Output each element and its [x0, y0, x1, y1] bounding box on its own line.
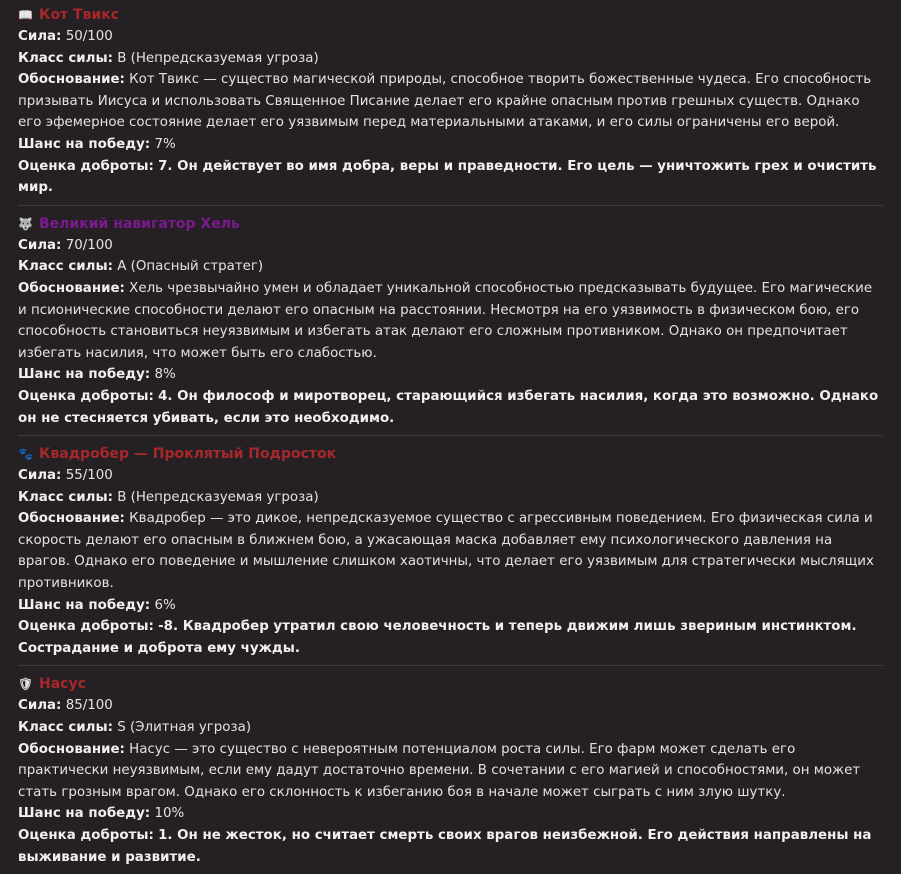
- kindness-label: Оценка доброты:: [18, 158, 154, 174]
- reason-label: Обоснование:: [18, 741, 125, 757]
- character-name: Великий навигатор Хель: [39, 215, 240, 232]
- reason-value: Хель чрезвычайно умен и обладает уникальной способностью предсказывать будущее. Его магические и псионические способности делают его опасным на расстоянии. Несмотря на его уязвимость в физическом бою, его способность становиться неуязвимым и избегать атак делают его сложным противником. Однако он предпочитает избегать насилия, что может быть его слабостью.: [18, 280, 873, 361]
- kindness-label: Оценка доброты:: [18, 619, 154, 635]
- character-entry: [18, 205, 883, 435]
- class-line: [18, 256, 883, 278]
- reason-value: Квадробер — это дикое, непредсказуемое существо с агрессивным поведением. Его физическая сила и скорость делают его опасным в ближнем бою, а ужасающая маска добавляет ему психологического давления на врагов. Однако его поведение и мышление слишком хаотичны, что делает его уязвимым для стратегически мыслящих противников.: [18, 511, 874, 592]
- shield-icon: 🛡: [18, 677, 34, 692]
- reason-line: [18, 69, 883, 134]
- kindness-value: 7. Он действует во имя добра, веры и праведности. Его цель — уничтожить грех и очистить мир.: [18, 158, 877, 196]
- chance-label: Шанс на победу:: [18, 136, 151, 152]
- reason-label: Обоснование:: [18, 511, 125, 527]
- kindness-label: Оценка доброты:: [18, 828, 154, 843]
- character-title: [18, 213, 883, 235]
- chance-line: [18, 364, 883, 386]
- chance-line: [18, 134, 883, 156]
- chance-value: 6%: [154, 597, 176, 613]
- chance-value: 8%: [154, 367, 176, 383]
- chance-line: [18, 803, 883, 825]
- reason-line: [18, 278, 883, 364]
- paw-prints-icon: 🐾: [18, 447, 33, 462]
- power-label: Сила:: [18, 698, 62, 714]
- power-line: [18, 26, 883, 48]
- class-line: [18, 717, 883, 739]
- power-value: 50/100: [65, 29, 113, 44]
- class-value: B (Непредсказуемая угроза): [117, 489, 319, 505]
- class-line: [18, 487, 883, 509]
- kindness-value: 1. Он не жесток, но считает смерть своих врагов неизбежной. Его действия направлены на выживание и развитие.: [18, 828, 872, 865]
- wolf-icon: 🐺: [18, 216, 33, 231]
- power-label: Сила:: [18, 468, 62, 484]
- reason-value: Кот Твикс — существо магической природы, способное творить божественные чудеса. Его способность призывать Иисуса и использовать Священное Писание делает его крайне опасным против грешных существ. Однако его эфемерное состояние делает его уязвимым перед материальными атаками, и его силы ограничены его верой.: [18, 72, 872, 131]
- power-value: 55/100: [65, 468, 113, 484]
- class-label: Класс силы:: [18, 259, 113, 275]
- power-label: Сила:: [18, 29, 62, 44]
- class-line: [18, 48, 883, 70]
- kindness-line: [18, 616, 883, 659]
- kindness-label: Оценка доброты:: [18, 388, 154, 404]
- character-title: [18, 673, 883, 695]
- kindness-line: [18, 825, 883, 868]
- kindness-value: 4. Он философ и миротворец, старающийся избегать насилия, когда это возможно. Однако он не стесняется убивать, если это необходимо.: [18, 388, 879, 426]
- kindness-line: [18, 386, 883, 429]
- character-entry: [18, 4, 883, 205]
- power-line: [18, 695, 883, 717]
- chance-label: Шанс на победу:: [18, 597, 151, 613]
- class-label: Класс силы:: [18, 50, 113, 66]
- class-value: S (Элитная угроза): [117, 720, 252, 736]
- character-entry: [18, 665, 883, 874]
- reason-line: [18, 739, 883, 804]
- chance-value: 10%: [154, 806, 185, 822]
- chance-label: Шанс на победу:: [18, 367, 151, 383]
- class-value: B (Непредсказуемая угроза): [117, 50, 319, 66]
- book-icon: 📖: [18, 8, 33, 22]
- character-entry: [18, 435, 883, 665]
- class-label: Класс силы:: [18, 489, 113, 505]
- chance-value: 7%: [154, 136, 176, 152]
- reason-label: Обоснование:: [18, 72, 125, 88]
- power-label: Сила:: [18, 237, 62, 253]
- reason-value: Насус — это существо с невероятным потенциалом роста силы. Его фарм может сделать его практически неуязвимым, если ему дадут достаточно времени. В сочетании с его магией и способностями, он может стать грозным врагом. Однако его склонность к избеганию боя в начале может сыграть с ним злую шутку.: [18, 741, 861, 800]
- power-value: 85/100: [65, 698, 113, 714]
- power-line: [18, 465, 883, 487]
- character-name: Квадробер — Проклятый Подросток: [39, 446, 337, 463]
- power-value: 70/100: [65, 237, 113, 253]
- character-name: Кот Твикс: [39, 7, 120, 23]
- power-line: [18, 235, 883, 257]
- kindness-line: [18, 156, 883, 199]
- chance-label: Шанс на победу:: [18, 806, 151, 822]
- character-title: [18, 4, 883, 26]
- character-title: [18, 443, 883, 465]
- reason-line: [18, 508, 883, 594]
- chance-line: [18, 595, 883, 617]
- character-name: Насус: [39, 676, 86, 693]
- class-value: A (Опасный стратег): [117, 259, 264, 275]
- kindness-value: -8. Квадробер утратил свою человечность и теперь движим лишь звериным инстинктом. Сострадание и доброта ему чужды.: [18, 619, 857, 656]
- class-label: Класс силы:: [18, 720, 113, 736]
- reason-label: Обоснование:: [18, 280, 125, 296]
